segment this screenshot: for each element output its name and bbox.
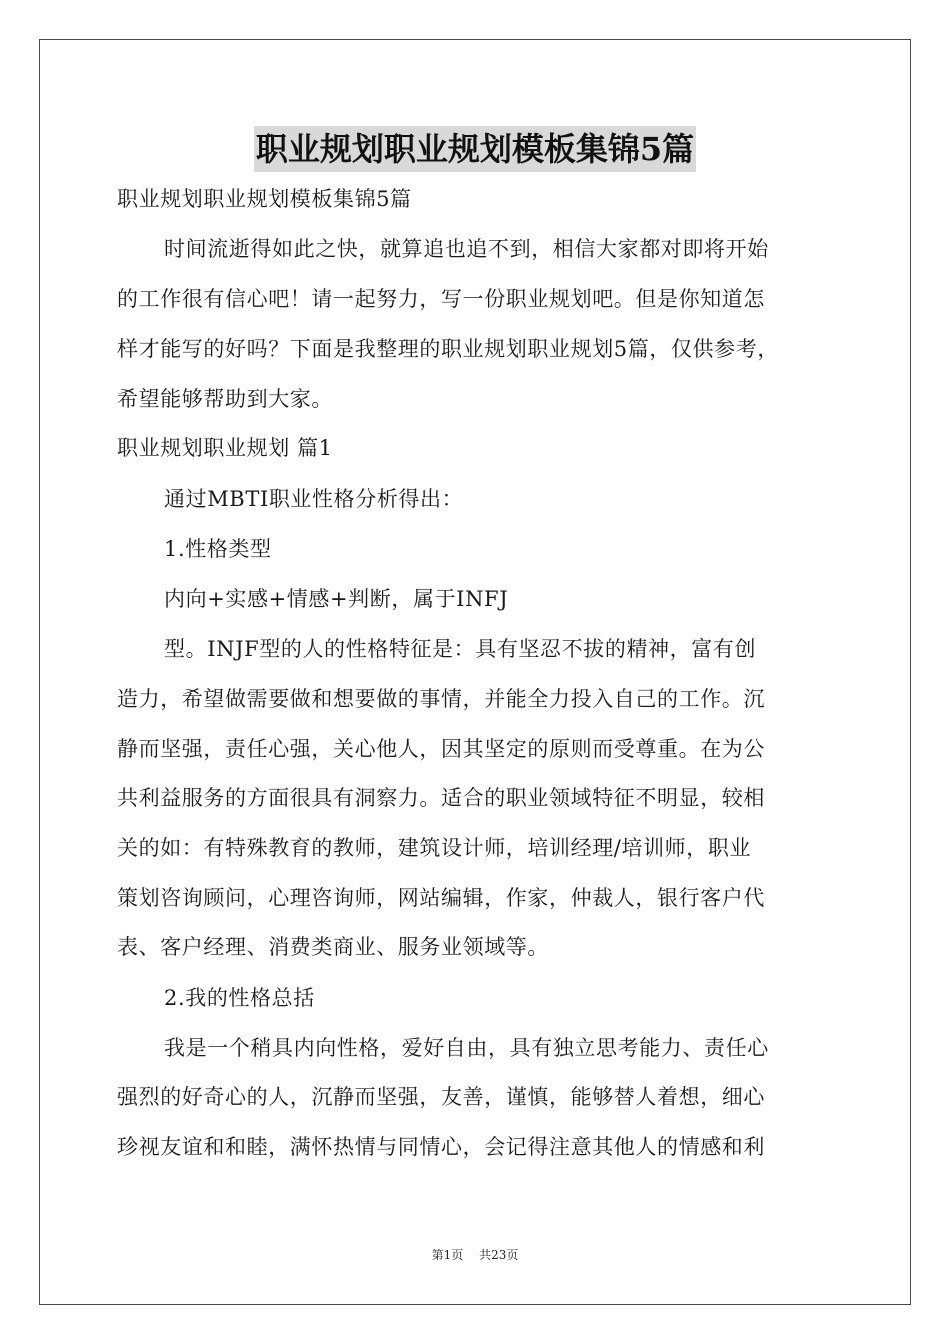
paragraph-line: 关的如：有特殊教育的教师，建筑设计师，培训经理/培训师，职业 (117, 836, 752, 860)
page-total: 共23页 (479, 1248, 519, 1262)
page-footer (0, 1246, 950, 1263)
paragraph-line: 表、客户经理、消费类商业、服务业领域等。 (117, 935, 549, 959)
paragraph-line: 的工作很有信心吧！请一起努力，写一份职业规划吧。但是你知道怎 (117, 287, 765, 311)
page-number: 第1页 (431, 1248, 464, 1262)
paragraph-line: 内向+实感+情感+判断，属于INFJ (164, 587, 509, 611)
paragraph-line: 共利益服务的方面很具有洞察力。适合的职业领域特征不明显，较相 (117, 786, 765, 810)
paragraph-line: 通过MBTI职业性格分析得出： (164, 487, 464, 511)
section-heading: 职业规划职业规划 篇1 (117, 436, 333, 460)
document-subtitle: 职业规划职业规划模板集锦5篇 (117, 187, 412, 211)
paragraph-line: 强烈的好奇心的人，沉静而坚强，友善，谨慎，能够替人着想，细心 (117, 1085, 765, 1109)
title-container (0, 126, 950, 172)
subheading: 2.我的性格总括 (164, 986, 315, 1010)
document-title: 职业规划职业规划模板集锦5篇 (254, 126, 696, 172)
paragraph-line: 珍视友谊和和睦，满怀热情与同情心，会记得注意其他人的情感和利 (117, 1135, 765, 1159)
subheading: 1.性格类型 (164, 537, 272, 561)
page-border (39, 39, 911, 1305)
paragraph-line: 型。INJF型的人的性格特征是：具有坚忍不拔的精神，富有创 (164, 637, 757, 661)
paragraph-line: 我是一个稍具内向性格，爱好自由，具有独立思考能力、责任心 (164, 1036, 769, 1060)
paragraph-line: 静而坚强，责任心强，关心他人，因其坚定的原则而受尊重。在为公 (117, 737, 765, 761)
paragraph-line: 样才能写的好吗？下面是我整理的职业规划职业规划5篇，仅供参考， (117, 337, 779, 361)
paragraph-line: 时间流逝得如此之快，就算追也追不到，相信大家都对即将开始 (164, 237, 769, 261)
paragraph-line: 策划咨询顾问，心理咨询师，网站编辑，作家，仲裁人，银行客户代 (117, 886, 765, 910)
paragraph-line: 造力，希望做需要做和想要做的事情，并能全力投入自己的工作。沉 (117, 687, 765, 711)
paragraph-line: 希望能够帮助到大家。 (117, 387, 333, 411)
